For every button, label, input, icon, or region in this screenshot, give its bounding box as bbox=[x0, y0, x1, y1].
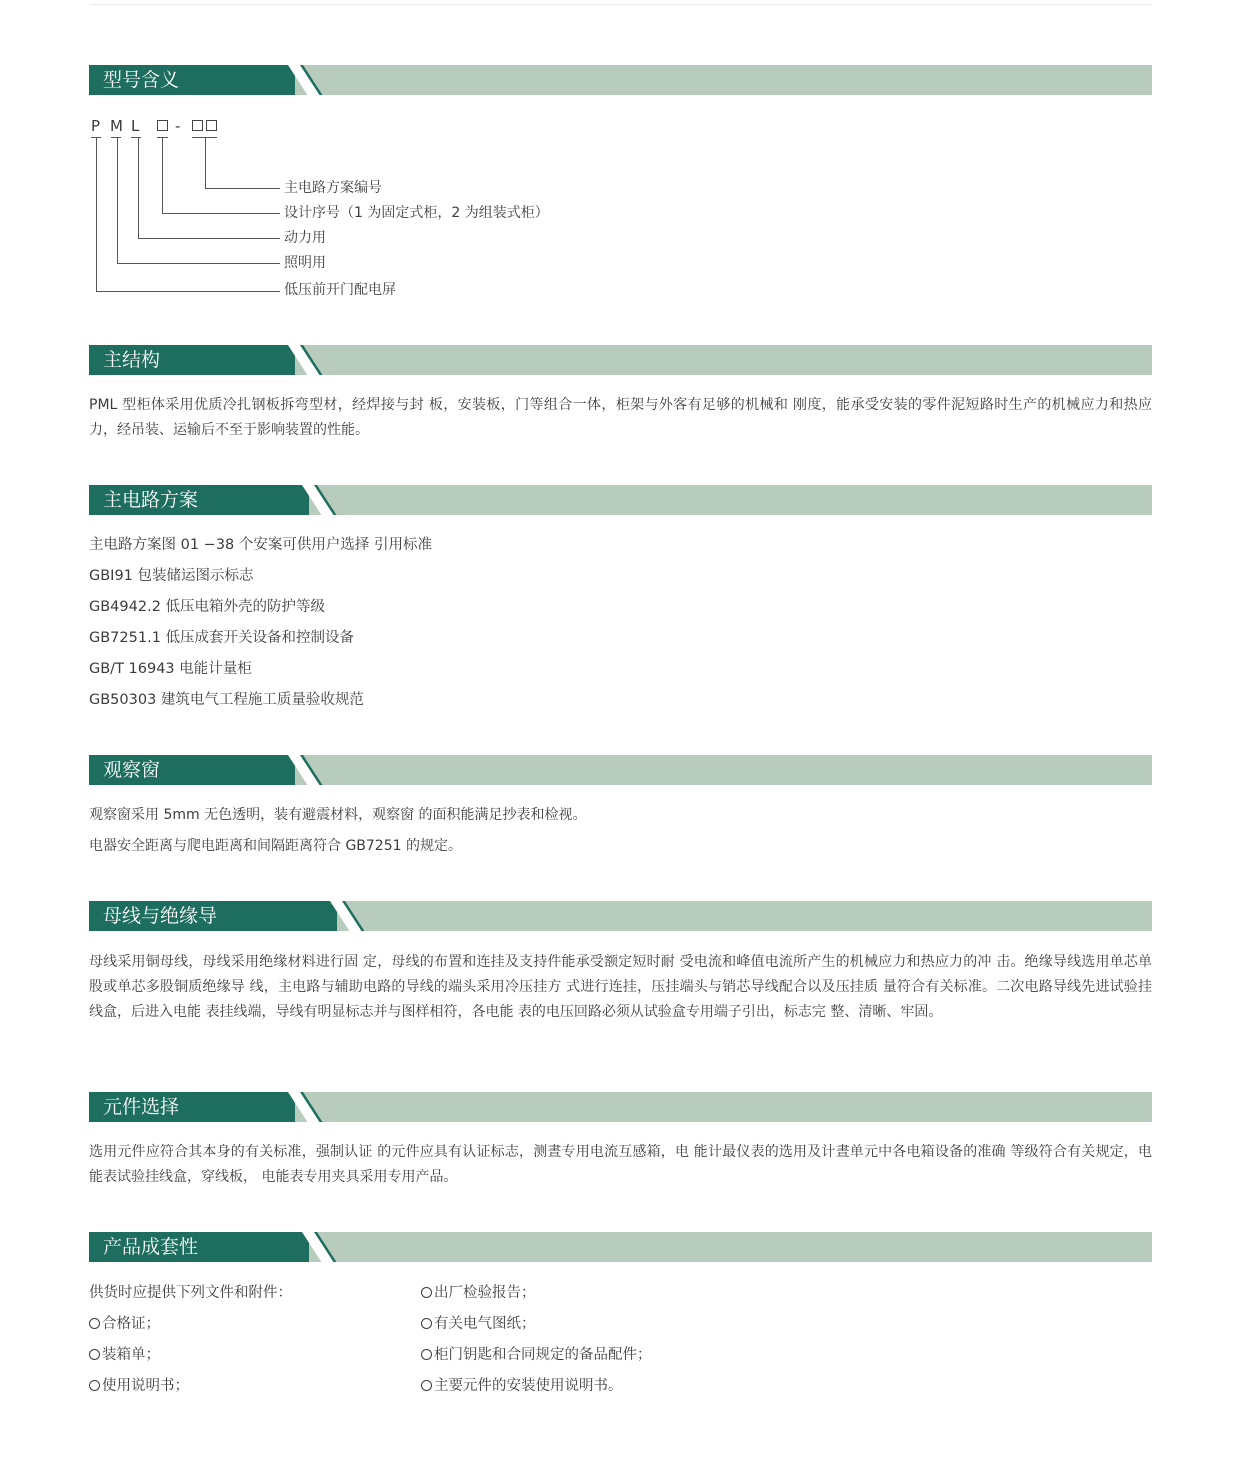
section-title-structure: 主结构 bbox=[89, 345, 295, 375]
circle-bullet-icon bbox=[89, 1349, 100, 1360]
circle-bullet-icon bbox=[89, 1380, 100, 1391]
section-header-circuit bbox=[89, 485, 1152, 515]
section-header-package bbox=[89, 1232, 1152, 1262]
structure-text: PML 型柜体采用优质冷扎钢板拆弯型材，经焊接与封 板，安装板，门等组合一体，柜架与外客有足够的机械和 刚度，能承受安装的零件泥短路时生产的机械应力和热应 力，经吊装、运输后不至于影响装置的性能。 bbox=[89, 397, 1152, 438]
package-item: 柜门钥匙和合同规定的备品配件； bbox=[421, 1345, 652, 1365]
code-box-1 bbox=[157, 120, 168, 131]
package-item: 合格证； bbox=[89, 1314, 160, 1334]
package-item: 出厂检验报告； bbox=[421, 1283, 536, 1303]
circle-bullet-icon bbox=[421, 1349, 432, 1360]
section-title-busbar: 母线与绝缘导 bbox=[89, 901, 337, 931]
window-line: 观察窗采用 5mm 无色透明，装有避震材料，观察窗 的面积能满足抄表和检视。 bbox=[89, 807, 587, 823]
circuit-line: 主电路方案图 01 −38 个安案可供用户选择 引用标准 bbox=[89, 537, 432, 553]
package-item: 使用说明书； bbox=[89, 1376, 189, 1396]
package-intro: 供货时应提供下列文件和附件： bbox=[89, 1285, 292, 1301]
standard-line: GB50303 建筑电气工程施工质量验收规范 bbox=[89, 692, 364, 708]
legend-lighting: 照明用 bbox=[284, 255, 326, 271]
section-title-window: 观察窗 bbox=[89, 755, 295, 785]
standard-line: GBI91 包装储运图示标志 bbox=[89, 568, 254, 584]
standard-line: GB/T 16943 电能计量柜 bbox=[89, 661, 252, 677]
code-letter-m: M bbox=[110, 117, 123, 135]
window-line: 电器安全距离与爬电距离和间隔距离符合 GB7251 的规定。 bbox=[89, 838, 462, 854]
code-box-2 bbox=[192, 120, 203, 131]
standard-line: GB7251.1 低压成套开关设备和控制设备 bbox=[89, 630, 355, 646]
section-header-model bbox=[89, 65, 1152, 95]
section-header-window bbox=[89, 755, 1152, 785]
section-title-package: 产品成套性 bbox=[89, 1232, 309, 1262]
circle-bullet-icon bbox=[421, 1287, 432, 1298]
code-letter-l: L bbox=[131, 117, 140, 135]
package-item: 装箱单； bbox=[89, 1345, 160, 1365]
section-title-circuit: 主电路方案 bbox=[89, 485, 309, 515]
code-letter-p: P bbox=[91, 117, 101, 135]
legend-panel: 低压前开门配电屏 bbox=[284, 282, 396, 298]
package-item: 主要元件的安装使用说明书。 bbox=[421, 1376, 623, 1396]
legend-power: 动力用 bbox=[284, 230, 326, 246]
legend-design-number: 设计序号（1 为固定式柜，2 为组装式柜） bbox=[284, 205, 549, 221]
circle-bullet-icon bbox=[421, 1380, 432, 1391]
top-divider bbox=[90, 0, 1152, 5]
code-box-3 bbox=[206, 120, 217, 131]
circle-bullet-icon bbox=[421, 1318, 432, 1329]
circle-bullet-icon bbox=[89, 1318, 100, 1329]
legend-circuit-number: 主电路方案编号 bbox=[284, 180, 382, 196]
busbar-text: 母线采用铜母线，母线采用绝缘材料进行固 定，母线的布置和连挂及支持件能承受额定短时耐 受电流和峰值电流所产生的机械应力和热应力的冲 击。绝缘导线选用单芯单股或单芯多股铜质绝缘导 线，主电路与辅助电路的导线的端头采用冷压挂方 式进行连挂，压挂端头与销芯导线配合以及压挂质 量符合有关标准。二次电路导线先进试验挂线盒，后进入电能 表挂线端，导线有明显标志并与图样相符，各电能 表的电压回路必须从试验盒专用端子引出，标志完 整、清晰、牢固。 bbox=[89, 954, 1152, 1020]
code-dash: - bbox=[175, 117, 181, 135]
section-header-structure bbox=[89, 345, 1152, 375]
standard-line: GB4942.2 低压电箱外壳的防护等级 bbox=[89, 599, 326, 615]
section-header-components bbox=[89, 1092, 1152, 1122]
section-title-components: 元件选择 bbox=[89, 1092, 295, 1122]
package-item: 有关电气图纸； bbox=[421, 1314, 536, 1334]
section-header-busbar bbox=[89, 901, 1152, 931]
components-text: 选用元件应符合其本身的有关标准，强制认证 的元件应具有认证标志，测晝专用电流互感箱，电 能计最仪表的选用及计晝单元中各电箱设备的准确 等级符合有关规定，电能表试验挂线盒，穿线板， 电能表专用夹具采用专用产品。 bbox=[89, 1144, 1152, 1185]
section-title-model: 型号含义 bbox=[89, 65, 295, 95]
